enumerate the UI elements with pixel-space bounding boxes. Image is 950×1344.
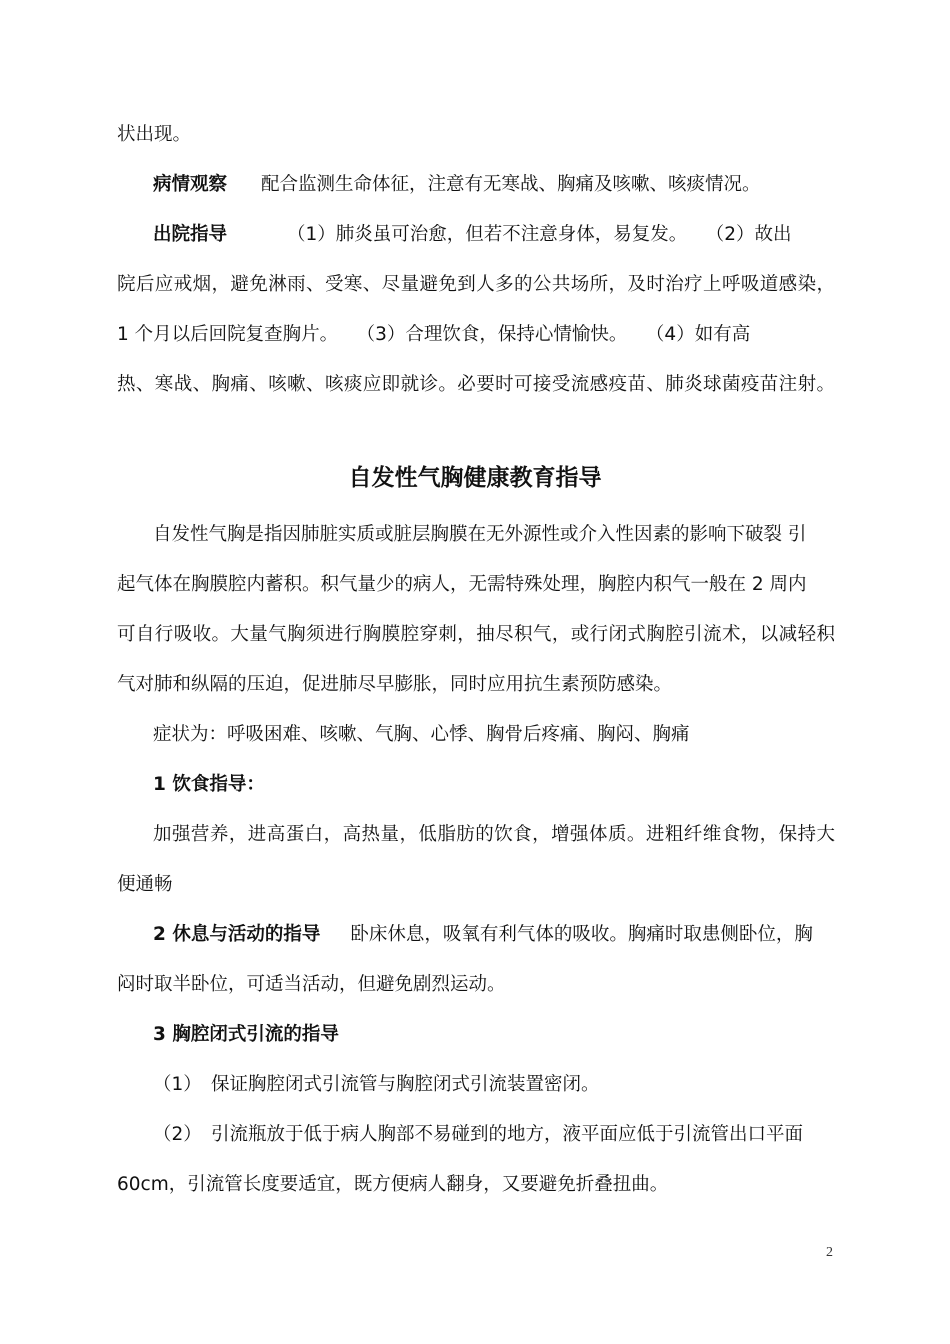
text-line: [153, 172, 835, 198]
text-line: [117, 122, 835, 148]
paragraph-text: 配合监测生命体征，注意有无寒战、胸痛及咳嗽、咳痰情况。: [261, 174, 761, 195]
paragraph-text: （1）肺炎虽可治愈，但若不注意身体，易复发。 （2）故出: [287, 224, 792, 245]
section-label: 病情观察: [153, 174, 228, 195]
text-line: [153, 222, 835, 248]
page-number: 2: [826, 1245, 833, 1260]
text-line: 症状为：呼吸困难、咳嗽、气胸、心悸、胸骨后疼痛、胸闷、胸痛: [153, 724, 690, 745]
text-line: 气对肺和纵隔的压迫，促进肺尽早膨胀，同时应用抗生素预防感染。: [117, 674, 673, 695]
section-title: 自发性气胸健康教育指导: [348, 465, 602, 491]
list-item: （1） 保证胸腔闭式引流管与胸腔闭式引流装置密闭。: [153, 1074, 600, 1095]
subheading: 2 休息与活动的指导: [153, 924, 321, 945]
text-line: 闷时取半卧位，可适当活动，但避免剧烈运动。: [117, 974, 506, 995]
text-line: 热、寒战、胸痛、咳嗽、咳痰应即就诊。必要时可接受流感疫苗、肺炎球菌疫苗注射。: [117, 374, 835, 395]
subheading: 1 饮食指导：: [153, 774, 265, 795]
section-label: 出院指导: [153, 224, 228, 245]
paragraph-text: 卧床休息，吸氧有利气体的吸收。胸痛时取患侧卧位，胸: [350, 924, 813, 945]
text-line: 院后应戒烟，避免淋雨、受寒、尽量避免到人多的公共场所，及时治疗上呼吸道感染，: [117, 274, 835, 295]
text-line: 1 个月以后回院复查胸片。 （3）合理饮食，保持心情愉快。 （4）如有高: [117, 324, 751, 345]
text-line: 自发性气胸是指因肺脏实质或脏层胸膜在无外源性或介入性因素的影响下破裂 引: [153, 524, 807, 545]
text-line: 60cm，引流管长度要适宜，既方便病人翻身，又要避免折叠扭曲。: [117, 1174, 669, 1195]
paragraph-text: 状出现。: [117, 124, 192, 145]
text-line: 加强营养，进高蛋白，高热量，低脂肪的饮食，增强体质。进粗纤维食物，保持大: [153, 824, 835, 845]
text-line: 起气体在胸膜腔内蓄积。积气量少的病人，无需特殊处理，胸腔内积气一般在 2 周内: [117, 574, 807, 595]
text-line: 可自行吸收。大量气胸须进行胸膜腔穿刺，抽尽积气，或行闭式胸腔引流术，以减轻积: [117, 624, 835, 645]
text-line: 便通畅: [117, 874, 173, 895]
subheading: 3 胸腔闭式引流的指导: [153, 1024, 339, 1045]
list-item: （2） 引流瓶放于低于病人胸部不易碰到的地方，液平面应低于引流管出口平面: [153, 1124, 804, 1145]
text-line: [153, 922, 835, 948]
